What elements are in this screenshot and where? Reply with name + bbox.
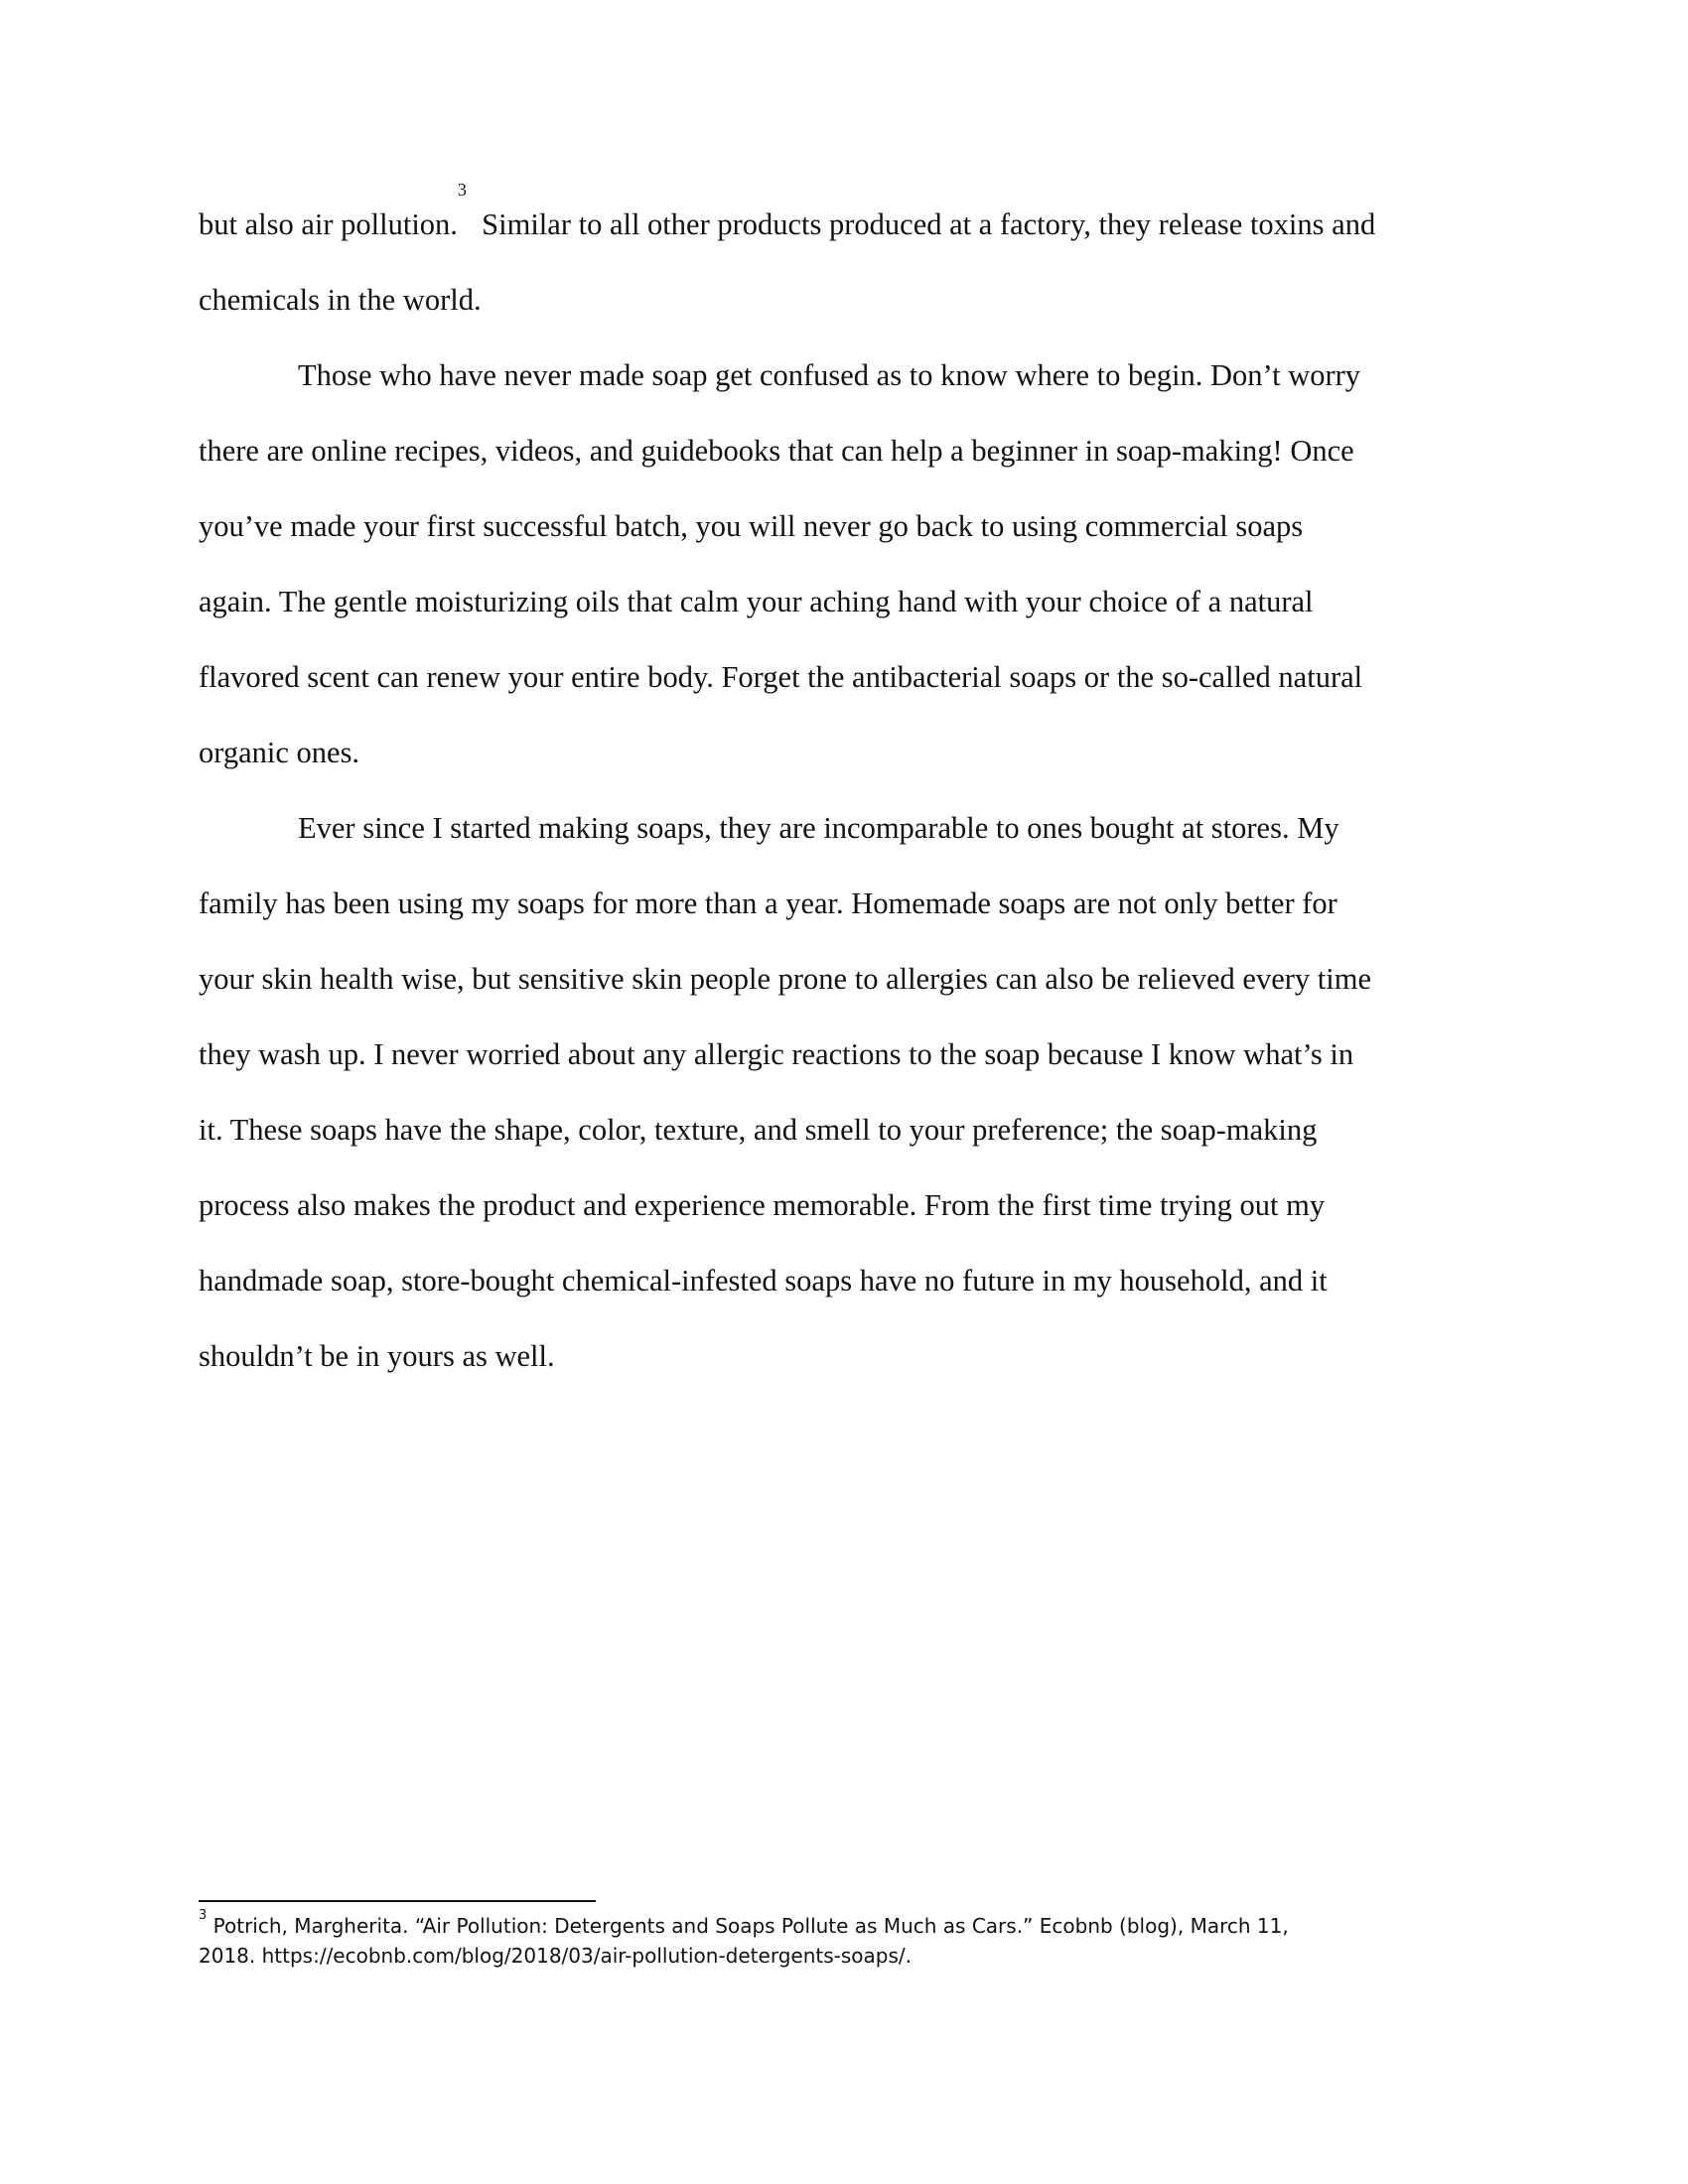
footnote [199, 1908, 1489, 1971]
text-line: it. These soaps have the shape, color, texture, and smell to your preference; the soap-making [199, 1113, 1318, 1147]
footnote-line: 2018. https://ecobnb.com/blog/2018/03/air-pollution-detergents-soaps/. [199, 1944, 912, 1968]
text-line: Those who have never made soap get confused as to know where to begin. Don’t worry [298, 358, 1361, 392]
text-line: chemicals in the world. [199, 283, 482, 317]
text-line: family has been using my soaps for more than a year. Homemade soaps are not only better for [199, 887, 1337, 920]
footnote-line: $^3$ Potrich, Margherita. “Air Pollution: Detergents and Soaps Pollute as Much as Cars.” Ecobnb (blog), March 11, [199, 1908, 1289, 1938]
text-line: but also air pollution.$^3$ Similar to all other products produced at a factory, they release toxins and [199, 180, 1376, 241]
text-line: flavored scent can renew your entire body. Forget the antibacterial soaps or the so-called natural [199, 660, 1363, 694]
paragraph-1 [199, 180, 1489, 338]
paragraph-2 [199, 338, 1489, 790]
text-line: there are online recipes, videos, and guidebooks that can help a beginner in soap-making! Once [199, 434, 1354, 468]
text-line: they wash up. I never worried about any allergic reactions to the soap because I know what’s in [199, 1037, 1354, 1071]
footnote-separator [199, 1900, 596, 1902]
text-line: again. The gentle moisturizing oils that calm your aching hand with your choice of a natural [199, 585, 1314, 618]
text-line: handmade soap, store-bought chemical-infested soaps have no future in my household, and it [199, 1264, 1328, 1297]
text-line: you’ve made your first successful batch, you will never go back to using commercial soaps [199, 509, 1304, 543]
text-line: organic ones. [199, 736, 360, 769]
body-text [199, 180, 1489, 1394]
paragraph-3 [199, 790, 1489, 1394]
text-line: your skin health wise, but sensitive skin people prone to allergies can also be relieved every time [199, 962, 1371, 996]
footnote-marker: 3 [199, 1908, 208, 1923]
text-line: process also makes the product and experience memorable. From the first time trying out my [199, 1188, 1326, 1222]
text-line: Ever since I started making soaps, they are incomparable to ones bought at stores. My [298, 811, 1339, 845]
text-line: shouldn’t be in yours as well. [199, 1339, 555, 1373]
footnote-reference[interactable]: 3 [457, 180, 467, 200]
